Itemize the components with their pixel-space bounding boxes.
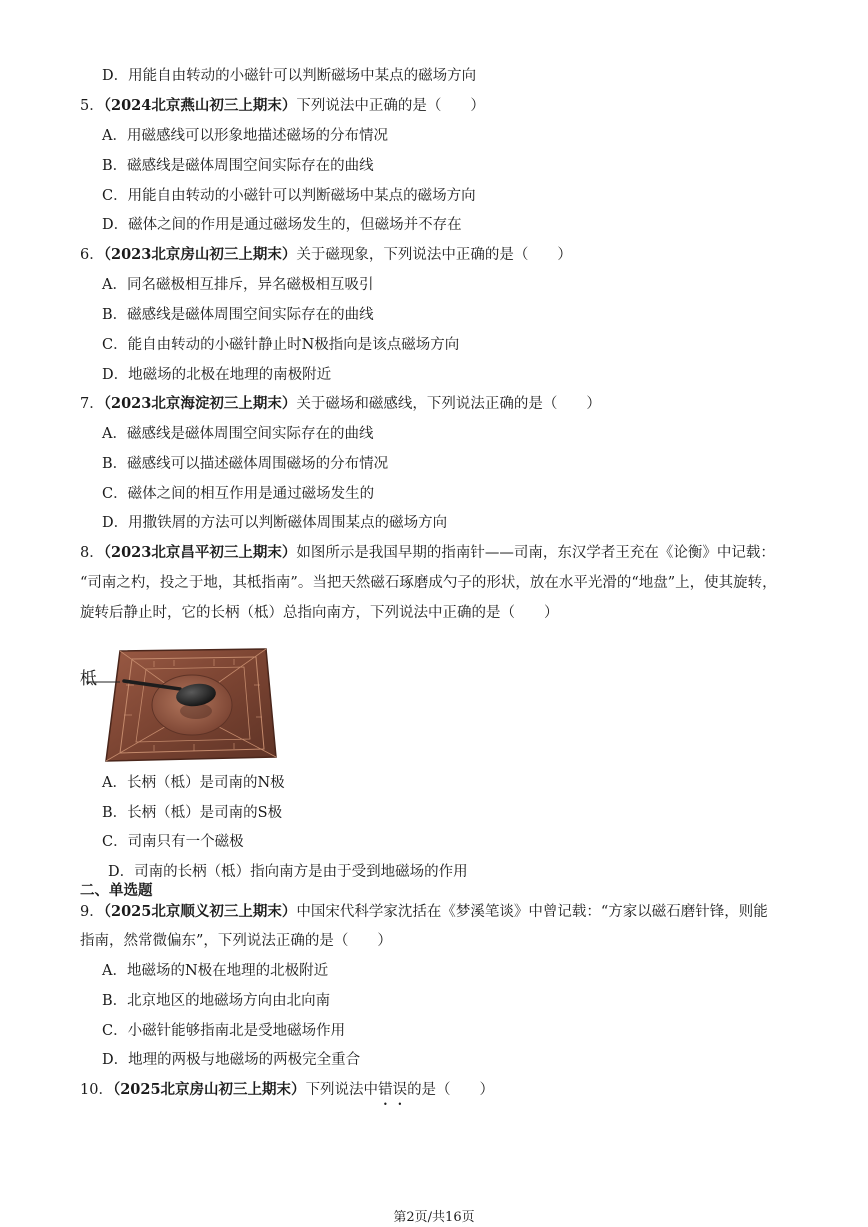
emphasis-char-1: 错 xyxy=(378,1082,393,1098)
question-number: 7． xyxy=(80,396,104,412)
section-heading-single-choice: 二、单选题 xyxy=(80,883,153,899)
question-stem: 关于磁场和磁感线，下列说法正确的是（ ） xyxy=(296,396,601,412)
question-source: （2025北京房山初三上期末） xyxy=(112,1081,306,1098)
question-source: （2025北京顺义初三上期末） xyxy=(103,903,297,920)
figure-label-di: 柢 xyxy=(80,669,97,689)
q7-option-b: B．磁感线可以描述磁体周围磁场的分布情况 xyxy=(102,456,389,472)
q5-option-a: A．用磁感线可以形象地描述磁场的分布情况 xyxy=(102,128,388,144)
question-number: 5． xyxy=(80,98,104,114)
question-source: （2023北京房山初三上期末） xyxy=(103,246,297,263)
q8-option-d: D．司南的长柄（柢）指向南方是由于受到地磁场的作用 xyxy=(108,864,468,880)
question-number: 8． xyxy=(80,545,104,561)
q7-option-d: D．用撒铁屑的方法可以判断磁体周围某点的磁场方向 xyxy=(102,515,448,531)
q6-option-b: B．磁感线是磁体周围空间实际存在的曲线 xyxy=(102,307,374,323)
question-source: （2023北京海淀初三上期末） xyxy=(103,395,297,412)
q6-option-c: C．能自由转动的小磁针静止时N极指向是该点磁场方向 xyxy=(102,337,460,353)
q5-option-b: B．磁感线是磁体周围空间实际存在的曲线 xyxy=(102,158,374,174)
q9-option-a: A．地磁场的N极在地理的北极附近 xyxy=(102,963,329,979)
question-number: 9． xyxy=(80,904,104,920)
q5-option-d: D．磁体之间的作用是通过磁场发生的，但磁场并不存在 xyxy=(102,217,462,233)
question-9-stem-line-2: 指南，然常微偏东”，下列说法正确的是（ ） xyxy=(80,933,392,949)
q4-option-d: D．用能自由转动的小磁针可以判断磁场中某点的磁场方向 xyxy=(102,68,477,84)
q8-option-b: B．长柄（柢）是司南的S极 xyxy=(102,805,283,821)
question-stem: 下列说法中正确的是（ ） xyxy=(296,98,485,114)
question-stem-pre: 下列说法中 xyxy=(305,1082,379,1098)
q6-option-a: A．同名磁极相互排斥，异名磁极相互吸引 xyxy=(102,277,374,293)
q8-option-c: C．司南只有一个磁极 xyxy=(102,834,244,850)
question-stem-line-1: 中国宋代科学家沈括在《梦溪笔谈》中曾记载：“方家以磁石磨针锋，则能 xyxy=(296,904,768,920)
q6-option-d: D．地磁场的北极在地理的南极附近 xyxy=(102,367,332,383)
page-footer: 第2页/共16页 xyxy=(393,1210,475,1225)
question-6 xyxy=(80,245,572,265)
question-10 xyxy=(80,1080,494,1100)
question-9 xyxy=(80,902,768,922)
question-number: 10． xyxy=(80,1082,113,1098)
question-8 xyxy=(80,543,775,563)
question-source: （2024北京燕山初三上期末） xyxy=(103,97,297,114)
question-source: （2023北京昌平初三上期末） xyxy=(103,544,297,561)
q9-option-b: B．北京地区的地磁场方向由北向南 xyxy=(102,993,331,1009)
emphasis-char-2: 误 xyxy=(392,1082,408,1098)
question-8-stem-line-3: 旋转后静止时，它的长柄（柢）总指向南方，下列说法中正确的是（ ） xyxy=(80,605,559,621)
q7-option-a: A．磁感线是磁体周围空间实际存在的曲线 xyxy=(102,426,374,442)
question-number: 6． xyxy=(80,247,104,263)
question-stem-line-1: 如图所示是我国早期的指南针——司南，东汉学者王充在《论衡》中记载： xyxy=(296,545,775,561)
q9-option-d: D．地理的两极与地磁场的两极完全重合 xyxy=(102,1052,361,1068)
question-7 xyxy=(80,394,601,414)
q5-option-c: C．用能自由转动的小磁针可以判断磁场中某点的磁场方向 xyxy=(102,188,476,204)
q8-option-a: A．长柄（柢）是司南的N极 xyxy=(102,775,285,791)
q7-option-c: C．磁体之间的相互作用是通过磁场发生的 xyxy=(102,486,375,502)
question-8-stem-line-2: “司南之杓，投之于地，其柢指南”。当把天然磁石琢磨成勺子的形状，放在水平光滑的“地盘”上，使其旋转， xyxy=(80,575,777,591)
sinan-compass-image xyxy=(84,645,284,763)
question-stem: 关于磁现象，下列说法中正确的是（ ） xyxy=(296,247,572,263)
question-stem-post: 的是（ ） xyxy=(407,1082,495,1098)
question-5 xyxy=(80,96,485,116)
q9-option-c: C．小磁针能够指南北是受地磁场作用 xyxy=(102,1023,346,1039)
sinan-compass-figure xyxy=(80,645,284,763)
